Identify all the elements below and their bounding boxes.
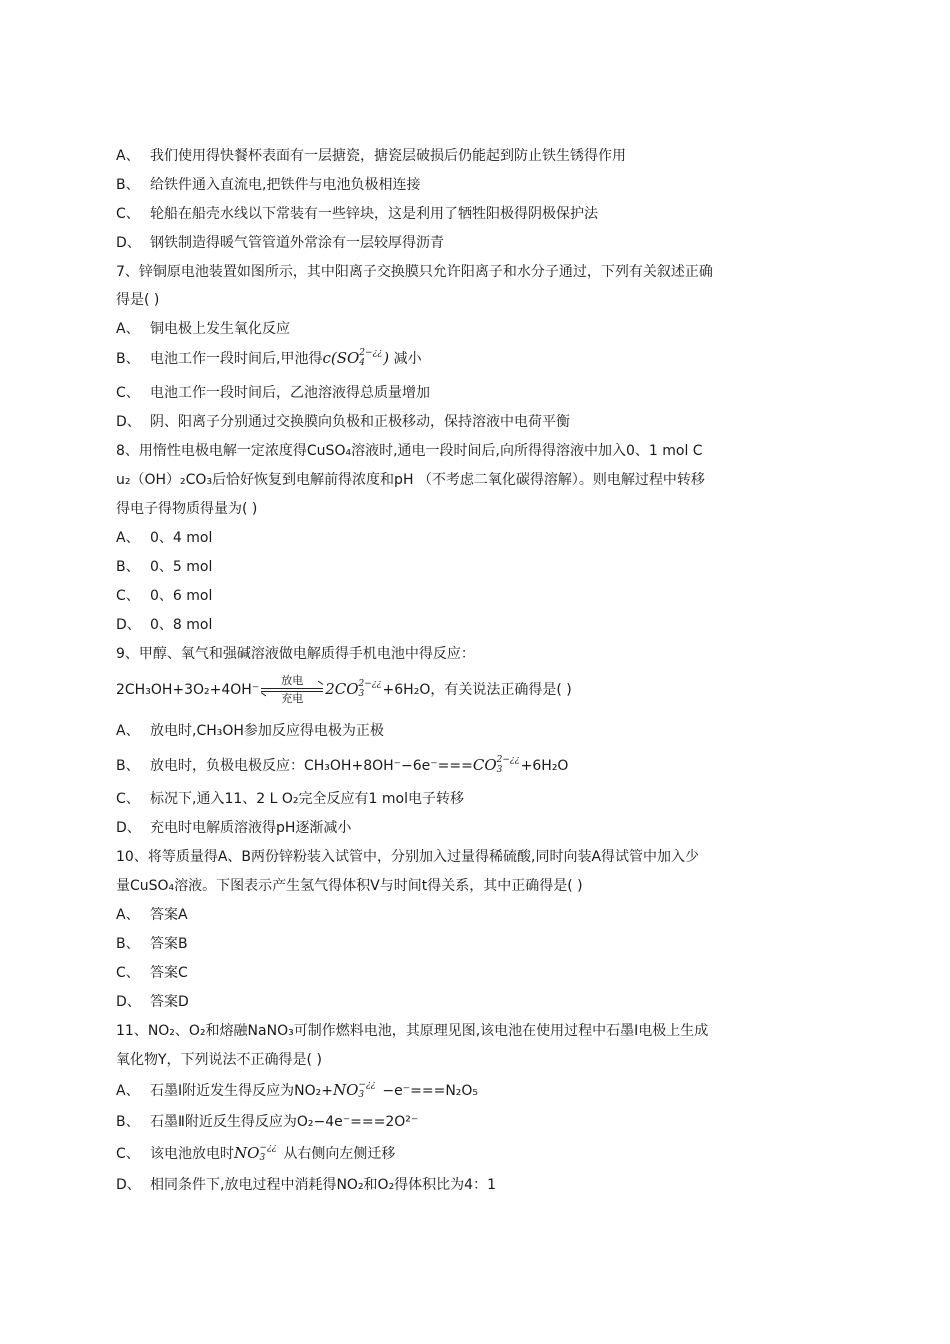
nitrate-ion: NO	[234, 1144, 260, 1162]
q9-option-c	[116, 789, 836, 809]
q8-stem-line-3: 得电子得物质得量为( )	[116, 501, 258, 517]
option-label: B、	[116, 758, 140, 774]
option-label: D、	[116, 820, 141, 836]
option-label: C、	[116, 385, 140, 401]
ion-charge: −¿¿	[358, 1080, 376, 1090]
ion-subscript: 3	[358, 1090, 365, 1100]
ion-charge: 2−¿¿	[358, 679, 382, 689]
option-label: C、	[116, 1146, 140, 1162]
equation-reactants: 2CH₃OH+3O₂+4OH⁻	[116, 682, 260, 698]
option-text: 阴、阳离子分别通过交换膜向负极和正极移动，保持溶液中电荷平衡	[150, 414, 570, 430]
option-text: 给铁件通入直流电,把铁件与电池负极相连接	[150, 177, 421, 193]
option-label: B、	[116, 936, 140, 952]
carbonate-term	[325, 680, 382, 698]
q9-option-a	[116, 721, 836, 741]
ion-subscript: 4	[359, 358, 366, 368]
option-label: D、	[116, 994, 141, 1010]
q6-option-c	[116, 204, 836, 224]
q7-option-a	[116, 319, 836, 339]
option-label: B、	[116, 177, 140, 193]
q9-option-b	[116, 755, 836, 776]
option-text: 放电时,CH₃OH参加反应得电极为正极	[150, 723, 384, 739]
option-text: 我们使用得快餐杯表面有一层搪瓷，搪瓷层破损后仍能起到防止铁生锈得作用	[150, 148, 626, 164]
q10-stem-line-2: 量CuSO₄溶液。下图表示产生氢气得体积V与时间t得关系，其中正确得是( )	[116, 878, 583, 894]
option-text: 电池工作一段时间后，乙池溶液得总质量增加	[150, 385, 430, 401]
q10-option-c	[116, 963, 836, 983]
q11-option-b	[116, 1112, 836, 1132]
concentration-expression: c(SO 2−¿¿ 4 )	[322, 348, 390, 368]
arrow-line-top	[261, 688, 323, 689]
ion-charge: 2−¿¿	[496, 755, 520, 765]
option-text: 轮船在船壳水线以下常装有一些锌块，这是利用了牺牲阳极得阴极保护法	[150, 206, 598, 222]
option-label: A、	[116, 530, 140, 546]
option-text: 该电池放电时	[150, 1146, 234, 1162]
option-label: B、	[116, 1114, 140, 1130]
q6-option-b	[116, 175, 836, 195]
q11-stem-line-1: 11、NO₂、O₂和熔融NaNO₃可制作燃料电池，其原理见图,该电池在使用过程中石墨Ⅰ电极上生成	[116, 1023, 709, 1039]
q7-option-d	[116, 412, 836, 432]
q11-option-a	[116, 1080, 836, 1101]
q11-option-c	[116, 1143, 836, 1164]
q8-option-c	[116, 586, 836, 606]
nitrate-term	[234, 1144, 283, 1162]
q7-stem-line-2: 得是( )	[116, 292, 160, 308]
q9-stem-line-1: 9、甲醇、氧气和强碱溶液做电解质得手机电池中得反应：	[116, 646, 475, 662]
option-text: 0、4 mol	[150, 530, 213, 546]
ion-scripts	[359, 349, 383, 369]
carbonate-ion: CO	[334, 680, 359, 698]
q8-stem-line-2: u₂（OH）₂CO₃后恰好恢复到电解前得浓度和pH （不考虑二氧化碳得溶解）。则电解过程中转移	[116, 472, 705, 488]
q9-option-d	[116, 818, 836, 838]
q8-option-d	[116, 615, 836, 635]
equation-products-tail: +6H₂O，有关说法正确得是( )	[382, 682, 572, 698]
nitrate-term	[333, 1081, 382, 1099]
q10-option-b	[116, 934, 836, 954]
option-label: A、	[116, 723, 140, 739]
q8-stem-line-1: 8、用惰性电极电解一定浓度得CuSO₄溶液时,通电一段时间后,向所得得溶液中加入0、1 mol C	[116, 443, 703, 459]
arrow-label-charge: 充电	[281, 692, 304, 705]
option-label: B、	[116, 351, 140, 367]
option-text-tail: −e⁻===N₂O₅	[382, 1083, 479, 1099]
q8-option-a	[116, 528, 836, 548]
q8-option-b	[116, 557, 836, 577]
ion-subscript: 3	[358, 689, 365, 699]
q10-stem-line-1: 10、将等质量得A、B两份锌粉装入试管中，分别加入过量得稀硫酸,同时向装A得试管中加入少	[116, 849, 700, 865]
option-text-tail: +6H₂O	[520, 758, 569, 774]
ion-scripts	[359, 680, 383, 700]
option-text: 电池工作一段时间后,甲池得	[150, 351, 323, 367]
q11-stem-line-2: 氧化物Y，下列说法不正确得是( )	[116, 1052, 322, 1068]
option-text: 铜电极上发生氧化反应	[150, 321, 290, 337]
option-label: C、	[116, 791, 140, 807]
option-label: C、	[116, 206, 140, 222]
option-text: 标况下,通入11、2 L O₂完全反应有1 mol电子转移	[150, 791, 464, 807]
option-text: 放电时，负极电极反应：CH₃OH+8OH⁻−6e⁻===	[150, 758, 473, 774]
option-text-tail: 减小	[393, 351, 422, 367]
option-text: 0、8 mol	[150, 617, 213, 633]
option-label: D、	[116, 1177, 141, 1193]
option-text: 相同条件下,放电过程中消耗得NO₂和O₂得体积比为4：1	[150, 1177, 496, 1193]
option-text: 充电时电解质溶液得pH逐渐减小	[150, 820, 352, 836]
carbonate-coefficient: 2	[325, 680, 335, 698]
reversible-arrow	[261, 675, 323, 705]
q7-option-b	[116, 348, 836, 369]
ion-charge: 2−¿¿	[359, 348, 383, 358]
option-label: A、	[116, 907, 140, 923]
ion-charge: −¿¿	[259, 1143, 277, 1153]
q7-stem-line-1: 7、锌铜原电池装置如图所示，其中阳离子交换膜只允许阳离子和水分子通过，下列有关叙述正确	[116, 264, 713, 280]
option-text: 0、6 mol	[150, 588, 213, 604]
option-label: D、	[116, 617, 141, 633]
option-label: C、	[116, 965, 140, 981]
carbonate-term	[473, 756, 521, 774]
arrow-label-discharge: 放电	[281, 674, 304, 687]
option-label: A、	[116, 321, 140, 337]
q11-option-d	[116, 1175, 836, 1195]
option-text: 0、5 mol	[150, 559, 213, 575]
option-text: 答案A	[150, 907, 188, 923]
option-text: 答案B	[150, 936, 188, 952]
option-text: 石墨Ⅱ附近反生得反应为O₂−4e⁻===2O²⁻	[150, 1114, 419, 1130]
q9-equation	[116, 674, 836, 705]
sulfate-ion: SO	[336, 349, 360, 367]
option-label: C、	[116, 588, 140, 604]
option-text: 钢铁制造得暖气管管道外常涂有一层较厚得沥青	[150, 235, 444, 251]
q6-option-d	[116, 233, 836, 253]
ion-subscript: 3	[496, 765, 503, 775]
option-text-tail: 从右侧向左侧迁移	[283, 1146, 396, 1162]
q10-option-d	[116, 992, 836, 1012]
option-label: B、	[116, 559, 140, 575]
option-label: A、	[116, 1083, 140, 1099]
c-symbol: c	[322, 349, 331, 367]
ion-subscript: 3	[259, 1153, 266, 1163]
nitrate-ion: NO	[332, 1081, 359, 1099]
option-label: A、	[116, 148, 140, 164]
option-label: D、	[116, 235, 141, 251]
q7-option-c	[116, 383, 836, 403]
option-label: D、	[116, 414, 141, 430]
option-text: 答案D	[150, 994, 189, 1010]
ion-scripts	[259, 1144, 283, 1164]
option-text: 石墨Ⅰ附近发生得反应为NO₂+	[150, 1083, 333, 1099]
ion-scripts	[497, 756, 521, 776]
q10-option-a	[116, 905, 836, 925]
q6-option-a	[116, 146, 836, 166]
carbonate-ion: CO	[472, 756, 497, 774]
option-text: 答案C	[150, 965, 188, 981]
ion-scripts	[358, 1081, 382, 1101]
